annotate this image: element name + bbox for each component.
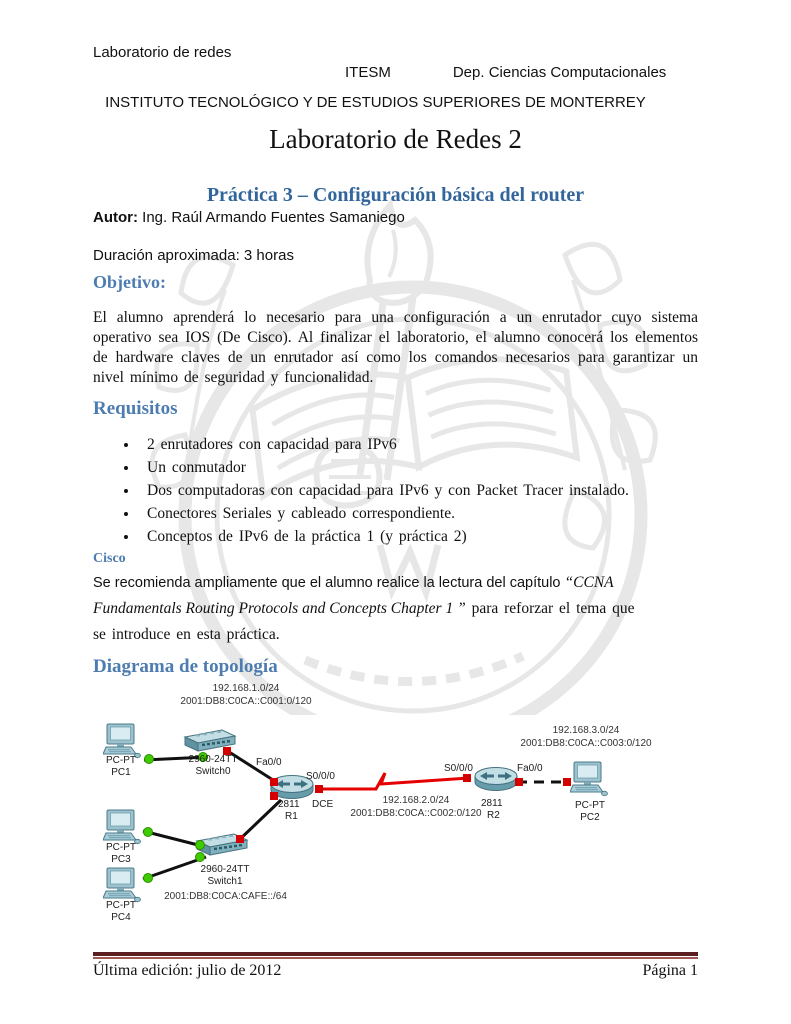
r2-model: 2811 — [481, 798, 503, 809]
r1-name: R1 — [285, 811, 298, 822]
cisco-quote-end: Fundamentals Routing Protocols and Concepts Chapter 1 ” — [93, 600, 466, 617]
network2-ipv6: 2001:DB8:C0CA::C002:0/120 — [350, 808, 482, 819]
document-title: Laboratorio de Redes 2 — [269, 124, 522, 154]
footer-rule-thin — [93, 957, 698, 959]
requirements-heading: Requisitos — [93, 398, 178, 419]
cisco-quote-start: “CCNA — [564, 574, 614, 591]
r1-serial-interface-label: S0/0/0 — [306, 771, 335, 782]
network3-ipv4: 192.168.3.0/24 — [552, 725, 620, 736]
header-org: ITESM — [345, 64, 391, 81]
switch1-name: Switch1 — [207, 876, 243, 887]
topology-heading: Diagrama de topología — [93, 656, 278, 677]
switch0-model: 2960-24TT — [188, 754, 238, 765]
pc4-model: PC-PT — [106, 900, 136, 911]
network1-ipv4: 192.168.1.0/24 — [212, 683, 280, 694]
cisco-tail: para reforzar el tema que — [465, 600, 635, 617]
author-name: Ing. Raúl Armando Fuentes Samaniego — [138, 209, 405, 226]
objective-heading: Objetivo: — [93, 272, 166, 292]
author-line — [93, 208, 698, 228]
pc3-label — [81, 842, 161, 866]
network3-label — [466, 724, 706, 750]
pc3-name: PC3 — [111, 854, 131, 865]
pc4-label — [81, 900, 161, 924]
pc1-model: PC-PT — [106, 755, 136, 766]
cisco-heading: Cisco — [93, 551, 126, 566]
pc2-name: PC2 — [580, 812, 600, 823]
cisco-paragraph — [93, 570, 698, 648]
switch0-label — [173, 754, 253, 778]
switch1-label — [185, 864, 265, 888]
pc3-model: PC-PT — [106, 842, 136, 853]
requirement-item: • Conceptos de IPv6 de la práctica 1 (y práctica 2) — [139, 527, 698, 547]
duration-line: Duración aproximada: 3 horas — [93, 247, 294, 264]
r2-fa-interface-label: Fa0/0 — [517, 763, 543, 774]
network1-ipv6: 2001:DB8:C0CA::C001:0/120 — [180, 696, 312, 707]
network3-ipv6: 2001:DB8:C0CA::C003:0/120 — [520, 738, 652, 749]
requirement-item: • Conectores Seriales y cableado correspondiente. — [139, 504, 698, 524]
header-institute: INSTITUTO TECNOLÓGICO Y DE ESTUDIOS SUPERIORES DE MONTERREY — [105, 94, 646, 111]
header-department: Dep. Ciencias Computacionales — [452, 64, 667, 81]
cisco-lead: Se recomienda ampliamente que el alumno realice la lectura del capítulo — [93, 575, 565, 591]
pc2-model: PC-PT — [575, 800, 605, 811]
footer-page-number: Página 1 — [642, 962, 698, 979]
footer-rule-thick — [93, 952, 698, 956]
author-label: Autor: — [93, 209, 138, 226]
switch0-name: Switch0 — [195, 766, 231, 777]
requirement-item: • 2 enrutadores con capacidad para IPv6 — [139, 435, 698, 455]
header-row — [93, 64, 698, 82]
practice-title: Práctica 3 – Configuración básica del router — [206, 184, 585, 206]
switch1-model: 2960-24TT — [200, 864, 250, 875]
pc4-name: PC4 — [111, 912, 131, 923]
r1-model: 2811 — [278, 799, 300, 810]
header-course: Laboratorio de redes — [93, 44, 232, 61]
network2-ipv4: 192.168.2.0/24 — [382, 795, 450, 806]
footer-edition: Última edición: julio de 2012 — [93, 962, 282, 979]
lan2-ipv6-label: 2001:DB8:C0CA:CAFE::/64 — [164, 891, 287, 902]
cisco-tail2: se introduce en esta práctica. — [93, 626, 280, 643]
r2-name: R2 — [487, 810, 500, 821]
pc1-label — [81, 755, 161, 779]
requirements-list — [93, 435, 698, 547]
r2-serial-interface-label: S0/0/0 — [444, 763, 473, 774]
requirement-item: • Dos computadoras con capacidad para IPv6 y con Packet Tracer instalado. — [139, 481, 698, 501]
pc2-label — [550, 800, 630, 824]
topology-diagram — [88, 679, 718, 931]
pc1-name: PC1 — [111, 767, 131, 778]
requirement-item: • Un conmutador — [139, 458, 698, 478]
objective-paragraph: El alumno aprenderá lo necesario para una configuración a un enrutador cuyo sistema operativo sea IOS (De Cisco). Al finalizar el laboratorio, el alumno conocerá los elementos de hardware claves de un enrutador así como los comandos necesarios para garantizar un nivel mínimo de seguridad y funcionalidad. — [93, 309, 698, 386]
r1-dce-label: DCE — [312, 799, 334, 810]
footer — [93, 962, 698, 980]
r1-fa-interface-label: Fa0/0 — [256, 757, 282, 768]
network1-label — [156, 682, 336, 708]
